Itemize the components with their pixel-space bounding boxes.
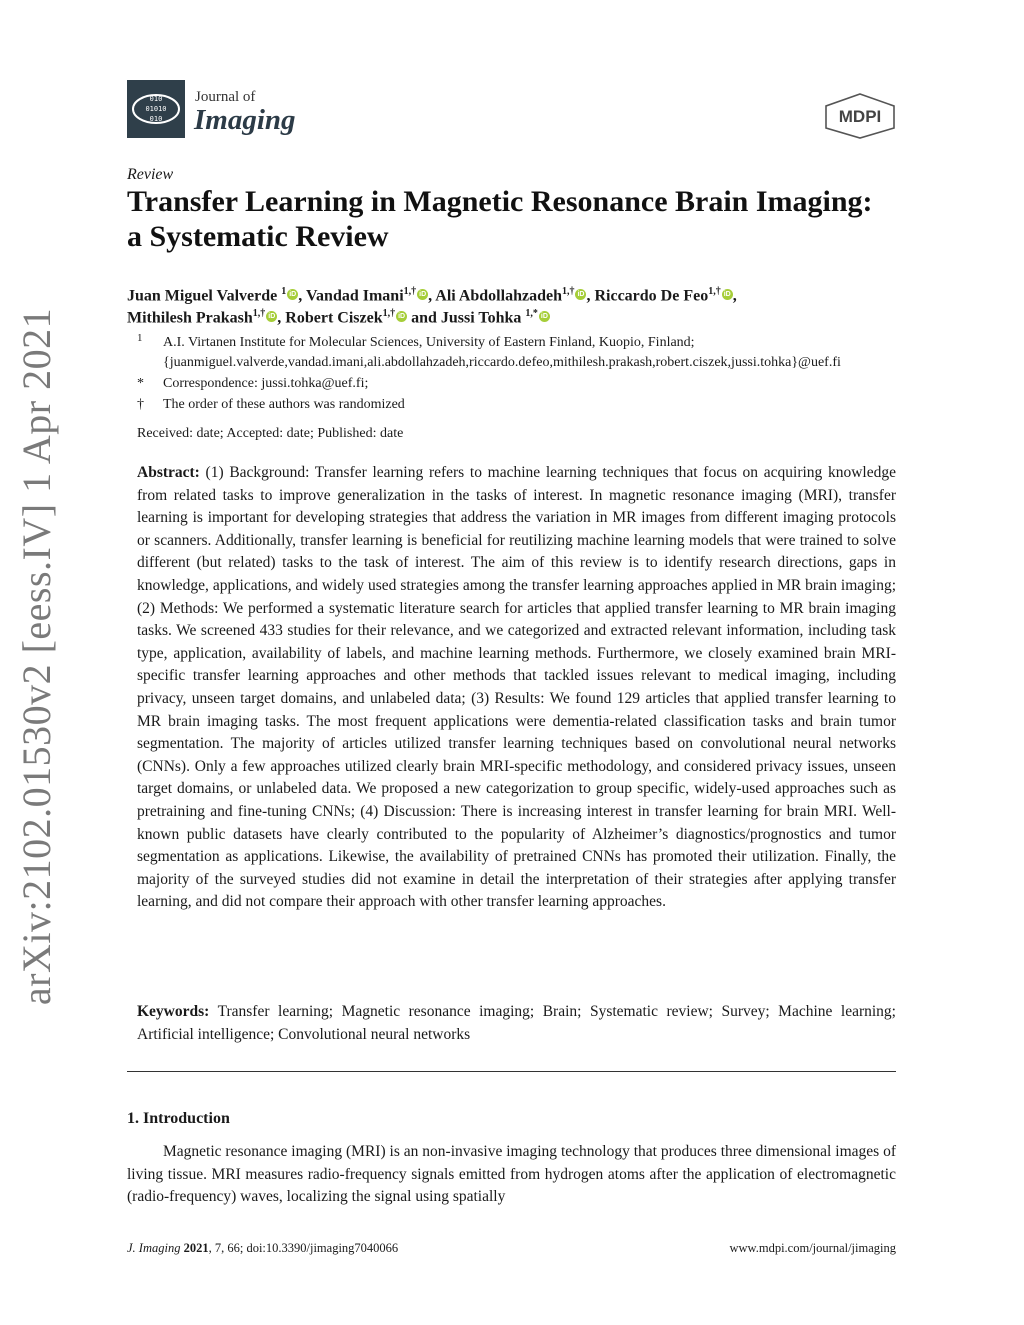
correspondence-mark: * bbox=[137, 376, 144, 391]
keywords-label: Keywords: bbox=[137, 1003, 210, 1020]
orcid-icon[interactable]: iD bbox=[540, 313, 548, 321]
orcid-icon[interactable]: iD bbox=[289, 291, 297, 299]
author-affiliation: 1,† bbox=[403, 286, 417, 297]
eye-binary-icon bbox=[127, 80, 185, 138]
journal-logo[interactable] bbox=[127, 80, 317, 140]
author-name: Mithilesh Prakash bbox=[127, 309, 253, 327]
author-affiliation: 1,† bbox=[708, 286, 721, 297]
orcid-icon[interactable]: iD bbox=[419, 291, 427, 299]
mdpi-logo-icon bbox=[824, 92, 896, 140]
correspondence[interactable]: Correspondence: jussi.tohka@uef.fi; bbox=[163, 376, 369, 391]
orcid-icon[interactable]: iD bbox=[577, 291, 585, 299]
orcid-icon[interactable]: iD bbox=[398, 313, 406, 321]
author-affiliation: 1 bbox=[281, 286, 287, 297]
author-name: Jussi Tohka bbox=[440, 309, 522, 327]
section-divider bbox=[127, 1071, 896, 1072]
author-name: Robert Ciszek bbox=[285, 309, 383, 327]
abstract bbox=[137, 462, 896, 914]
svg-text:01010: 01010 bbox=[145, 105, 167, 113]
journal-url[interactable]: www.mdpi.com/journal/jimaging bbox=[729, 1241, 896, 1255]
author-connector: and bbox=[411, 309, 437, 327]
keywords-text: Transfer learning; Magnetic resonance imaging; Brain; Systematic review; Survey; Machine learning; Artificial intelligence; Convolutional neural networks bbox=[137, 1003, 896, 1043]
svg-text:010: 010 bbox=[149, 95, 163, 103]
affiliation-mark: 1 bbox=[137, 332, 143, 344]
author-order-note: The order of these authors was randomized bbox=[163, 397, 405, 412]
journal-prefix: Journal of bbox=[195, 89, 256, 105]
svg-text:MDPI: MDPI bbox=[838, 107, 882, 126]
keywords bbox=[137, 1001, 896, 1046]
paper-title: Transfer Learning in Magnetic Resonance Brain Imaging: a Systematic Review bbox=[127, 185, 873, 253]
author-line-1: Juan Miguel Valverde $^1$ iD , Vandad Imani$^{1,\dagger}$ iD , Ali Abdollahzadeh$^{1,\dagger}$ iD , Riccardo De Feo$^{1,\dagger}$ iD , bbox=[127, 286, 737, 305]
journal-abbrev: J. Imaging bbox=[127, 1241, 181, 1255]
introduction-paragraph: Magnetic resonance imaging (MRI) is an non-invasive imaging technology that produces three dimensional images of living tissue. MRI measures radio-frequency signals emitted from hydrogen atoms after the application of electromagnetic (radio-frequency) waves, localizing the signal using spatially bbox=[127, 1143, 896, 1206]
author-affiliation: 1,† bbox=[382, 308, 396, 319]
author-line-2: Mithilesh Prakash$^{1,\dagger}$ iD , Robert Ciszek$^{1,\dagger}$ iD and Jussi Tohka $^{1,*}$ iD bbox=[127, 308, 548, 327]
article-type: Review bbox=[127, 166, 174, 183]
orcid-icon[interactable]: iD bbox=[723, 291, 731, 299]
citation-year: 2021 bbox=[183, 1241, 209, 1255]
abstract-text: (1) Background: Transfer learning refers to machine learning techniques that focus on acquiring knowledge from related tasks to improve generalization in the tasks of interest. In magnetic resonance imaging (MRI), transfer learning is important for developing strategies that address the variation in MR images from different imaging protocols or scanners. Additionally, transfer learning is beneficial for reutilizing machine learning models that were trained to solve different (but related) tasks to the task of interest. The aim of this review is to identify research directions, gaps in knowledge, applications, and widely used strategies among the transfer learning approaches applied in MR brain imaging; (2) Methods: We performed a systematic literature search for articles that applied transfer learning to MR brain imaging tasks. We screened 433 studies for their relevance, and we categorized and extracted relevant information, including task type, application, availability of labels, and machine learning methods. Furthermore, we closely examined brain MRI-specific transfer learning approaches and other methods that tackled issues relevant to medical imaging, including privacy, unseen target domains, and unlabeled data; (3) Results: We found 129 articles that applied transfer learning to MR brain imaging tasks. The most frequent applications were dementia-related classification tasks and brain tumor segmentation. The majority of articles utilized transfer learning techniques based on convolutional neural networks (CNNs). Only a few approaches utilized clearly brain MRI-specific methodology, and considered privacy issues, unseen target domains, or unlabeled data. We proposed a new categorization to group specific, widely-used approaches such as pretraining and fine-tuning CNNs; (4) Discussion: There is increasing interest in transfer learning for brain MRI. Well-known public datasets have clearly contributed to the popularity of Alzheimer’s diagnostics/prognostics and tumor segmentation as applications. Likewise, the availability of pretrained CNNs has promoted their utilization. Finally, the majority of the surveyed studies did not examine in detail the interpretation of their strategies after applying transfer learning, and did not compare their approach with other transfer learning approaches. bbox=[137, 464, 896, 911]
dagger-mark: † bbox=[137, 397, 144, 412]
author-emails[interactable]: {juanmiguel.valverde,vandad.imani,ali.abdollahzadeh,riccardo.defeo,mithilesh.prakash,robert.ciszek,jussi.tohka}@uef.fi bbox=[163, 355, 841, 370]
author-name: Vandad Imani bbox=[305, 287, 404, 305]
author-affiliation: 1,* bbox=[525, 308, 538, 319]
publication-dates: Received: date; Accepted: date; Published: date bbox=[137, 426, 404, 441]
section-heading-introduction: 1. Introduction bbox=[127, 1110, 230, 1127]
author-affiliation: 1,† bbox=[561, 286, 575, 297]
citation-details: , 7, 66; doi:10.3390/jimaging7040066 bbox=[208, 1241, 399, 1255]
author-name: Juan Miguel Valverde bbox=[127, 287, 278, 305]
arxiv-identifier: arXiv:2102.01530v2 [eess.IV] 1 Apr 2021 bbox=[14, 307, 60, 1005]
svg-text:010: 010 bbox=[149, 115, 163, 123]
journal-emblem bbox=[127, 80, 185, 138]
orcid-icon[interactable]: iD bbox=[268, 313, 276, 321]
author-name: Riccardo De Feo bbox=[594, 287, 709, 305]
journal-name: Imaging bbox=[194, 104, 296, 136]
citation-footer bbox=[127, 1241, 398, 1256]
author-name: Ali Abdollahzadeh bbox=[435, 287, 562, 305]
abstract-label: Abstract: bbox=[137, 464, 200, 481]
arxiv-side-stamp bbox=[12, 307, 62, 1005]
affiliation-1: A.I. Virtanen Institute for Molecular Sciences, University of Eastern Finland, Kuopio, Finland; bbox=[163, 335, 695, 350]
publisher-logo[interactable] bbox=[824, 92, 896, 140]
author-affiliation: 1,† bbox=[252, 308, 266, 319]
